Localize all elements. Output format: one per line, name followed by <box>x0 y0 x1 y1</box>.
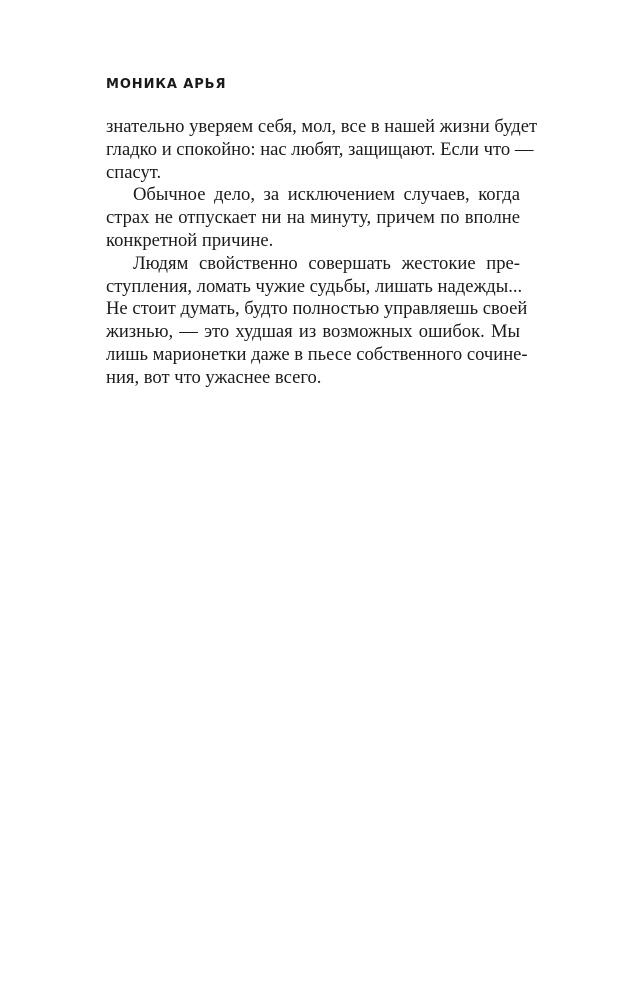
body-text <box>106 116 538 390</box>
text-line: знательно уверяем себя, мол, все в нашей жизни будет <box>106 116 538 137</box>
text-line: жизнью, — это худшая из возможных ошибок. Мы <box>106 321 520 343</box>
text-line: ступления, ломать чужие судьбы, лишать надежды... <box>106 275 523 297</box>
text-line: конкретной причине. <box>106 229 274 251</box>
text-line: Людям свойственно совершать жестокие пре- <box>133 252 520 274</box>
text-line: лишь марионетки даже в пьесе собственного сочине- <box>106 343 528 365</box>
text-line: Не стоит думать, будто полностью управляешь своей <box>106 298 528 320</box>
text-line: ния, вот что ужаснее всего. <box>106 366 322 388</box>
text-line: гладко и спокойно: нас любят, защищают. Если что — <box>106 138 534 160</box>
text-line: Обычное дело, за исключением случаев, когда <box>133 184 520 206</box>
running-head-author: МОНИКА АРЬЯ <box>106 77 227 92</box>
text-line: спасут. <box>106 161 162 183</box>
text-line: страх не отпускает ни на минуту, причем по вполне <box>106 207 520 229</box>
